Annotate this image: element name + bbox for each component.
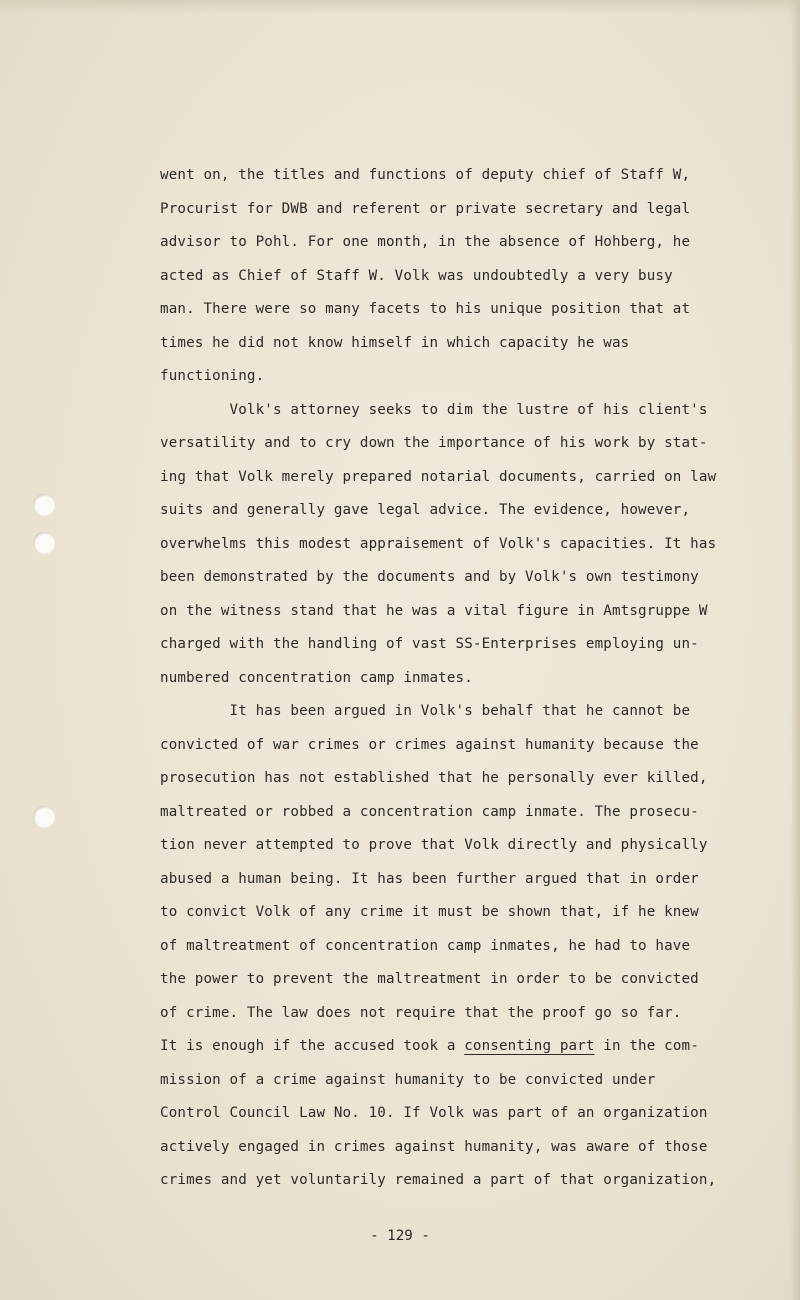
text-line: charged with the handling of vast SS-Enterprises employing un-: [160, 636, 699, 652]
text-line-underlined: [160, 1030, 720, 1064]
page-number: - 129 -: [370, 1228, 430, 1244]
body-text: [160, 159, 720, 1198]
text-line: on the witness stand that he was a vital figure in Amtsgruppe W: [160, 602, 708, 619]
underlined-phrase: consenting part: [464, 1038, 595, 1054]
text-line: Control Council Law No. 10. If Volk was part of an organization: [160, 1105, 708, 1121]
punch-hole-icon: [33, 806, 55, 828]
text-line: of maltreatment of concentration camp inmates, he had to have: [160, 937, 691, 954]
text-line: of crime. The law does not require that the proof go so far.: [160, 1004, 682, 1021]
text-after-underline: in the com-: [594, 1038, 699, 1054]
text-line: ing that Volk merely prepared notarial documents, carried on law: [160, 468, 717, 485]
punch-hole-icon: [33, 494, 55, 516]
text-line: advisor to Pohl. For one month, in the absence of Hohberg, he: [160, 234, 691, 250]
text-line: suits and generally gave legal advice. The evidence, however,: [160, 502, 691, 518]
punch-hole-icon: [33, 532, 55, 554]
text-line: overwhelms this modest appraisement of Volk's capacities. It has: [160, 535, 717, 552]
text-line: man. There were so many facets to his unique position that at: [160, 301, 691, 317]
text-line: to convict Volk of any crime it must be shown that, if he knew: [160, 904, 699, 920]
text-line: It has been argued in Volk's behalf that he cannot be: [160, 703, 691, 719]
text-line: crimes and yet voluntarily remained a part of that organization,: [160, 1172, 717, 1188]
text-line: maltreated or robbed a concentration camp inmate. The prosecu-: [160, 803, 699, 820]
text-line: times he did not know himself in which capacity he was: [160, 334, 630, 351]
text-line: actively engaged in crimes against humanity, was aware of those: [160, 1138, 708, 1155]
paper-edge-top: [0, 0, 800, 14]
text-before-underline: It is enough if the accused took a: [160, 1038, 465, 1054]
text-line: been demonstrated by the documents and by Volk's own testimony: [160, 569, 699, 585]
text-line: prosecution has not established that he personally ever killed,: [160, 770, 708, 786]
text-line: went on, the titles and functions of deputy chief of Staff W,: [160, 167, 691, 183]
text-line: functioning.: [160, 368, 265, 384]
text-line: mission of a crime against humanity to be convicted under: [160, 1071, 656, 1088]
text-line: the power to prevent the maltreatment in order to be convicted: [160, 971, 699, 987]
text-line: acted as Chief of Staff W. Volk was undoubtedly a very busy: [160, 267, 673, 284]
text-line: Procurist for DWB and referent or private secretary and legal: [160, 200, 691, 217]
paper-edge-right: [790, 0, 800, 1300]
text-line: numbered concentration camp inmates.: [160, 669, 473, 686]
text-line: Volk's attorney seeks to dim the lustre of his client's: [160, 401, 708, 418]
text-line: versatility and to cry down the importance of his work by stat-: [160, 435, 708, 451]
text-line: abused a human being. It has been further argued that in order: [160, 870, 699, 887]
text-line: tion never attempted to prove that Volk directly and physically: [160, 837, 708, 853]
text-line: convicted of war crimes or crimes against humanity because the: [160, 736, 699, 753]
